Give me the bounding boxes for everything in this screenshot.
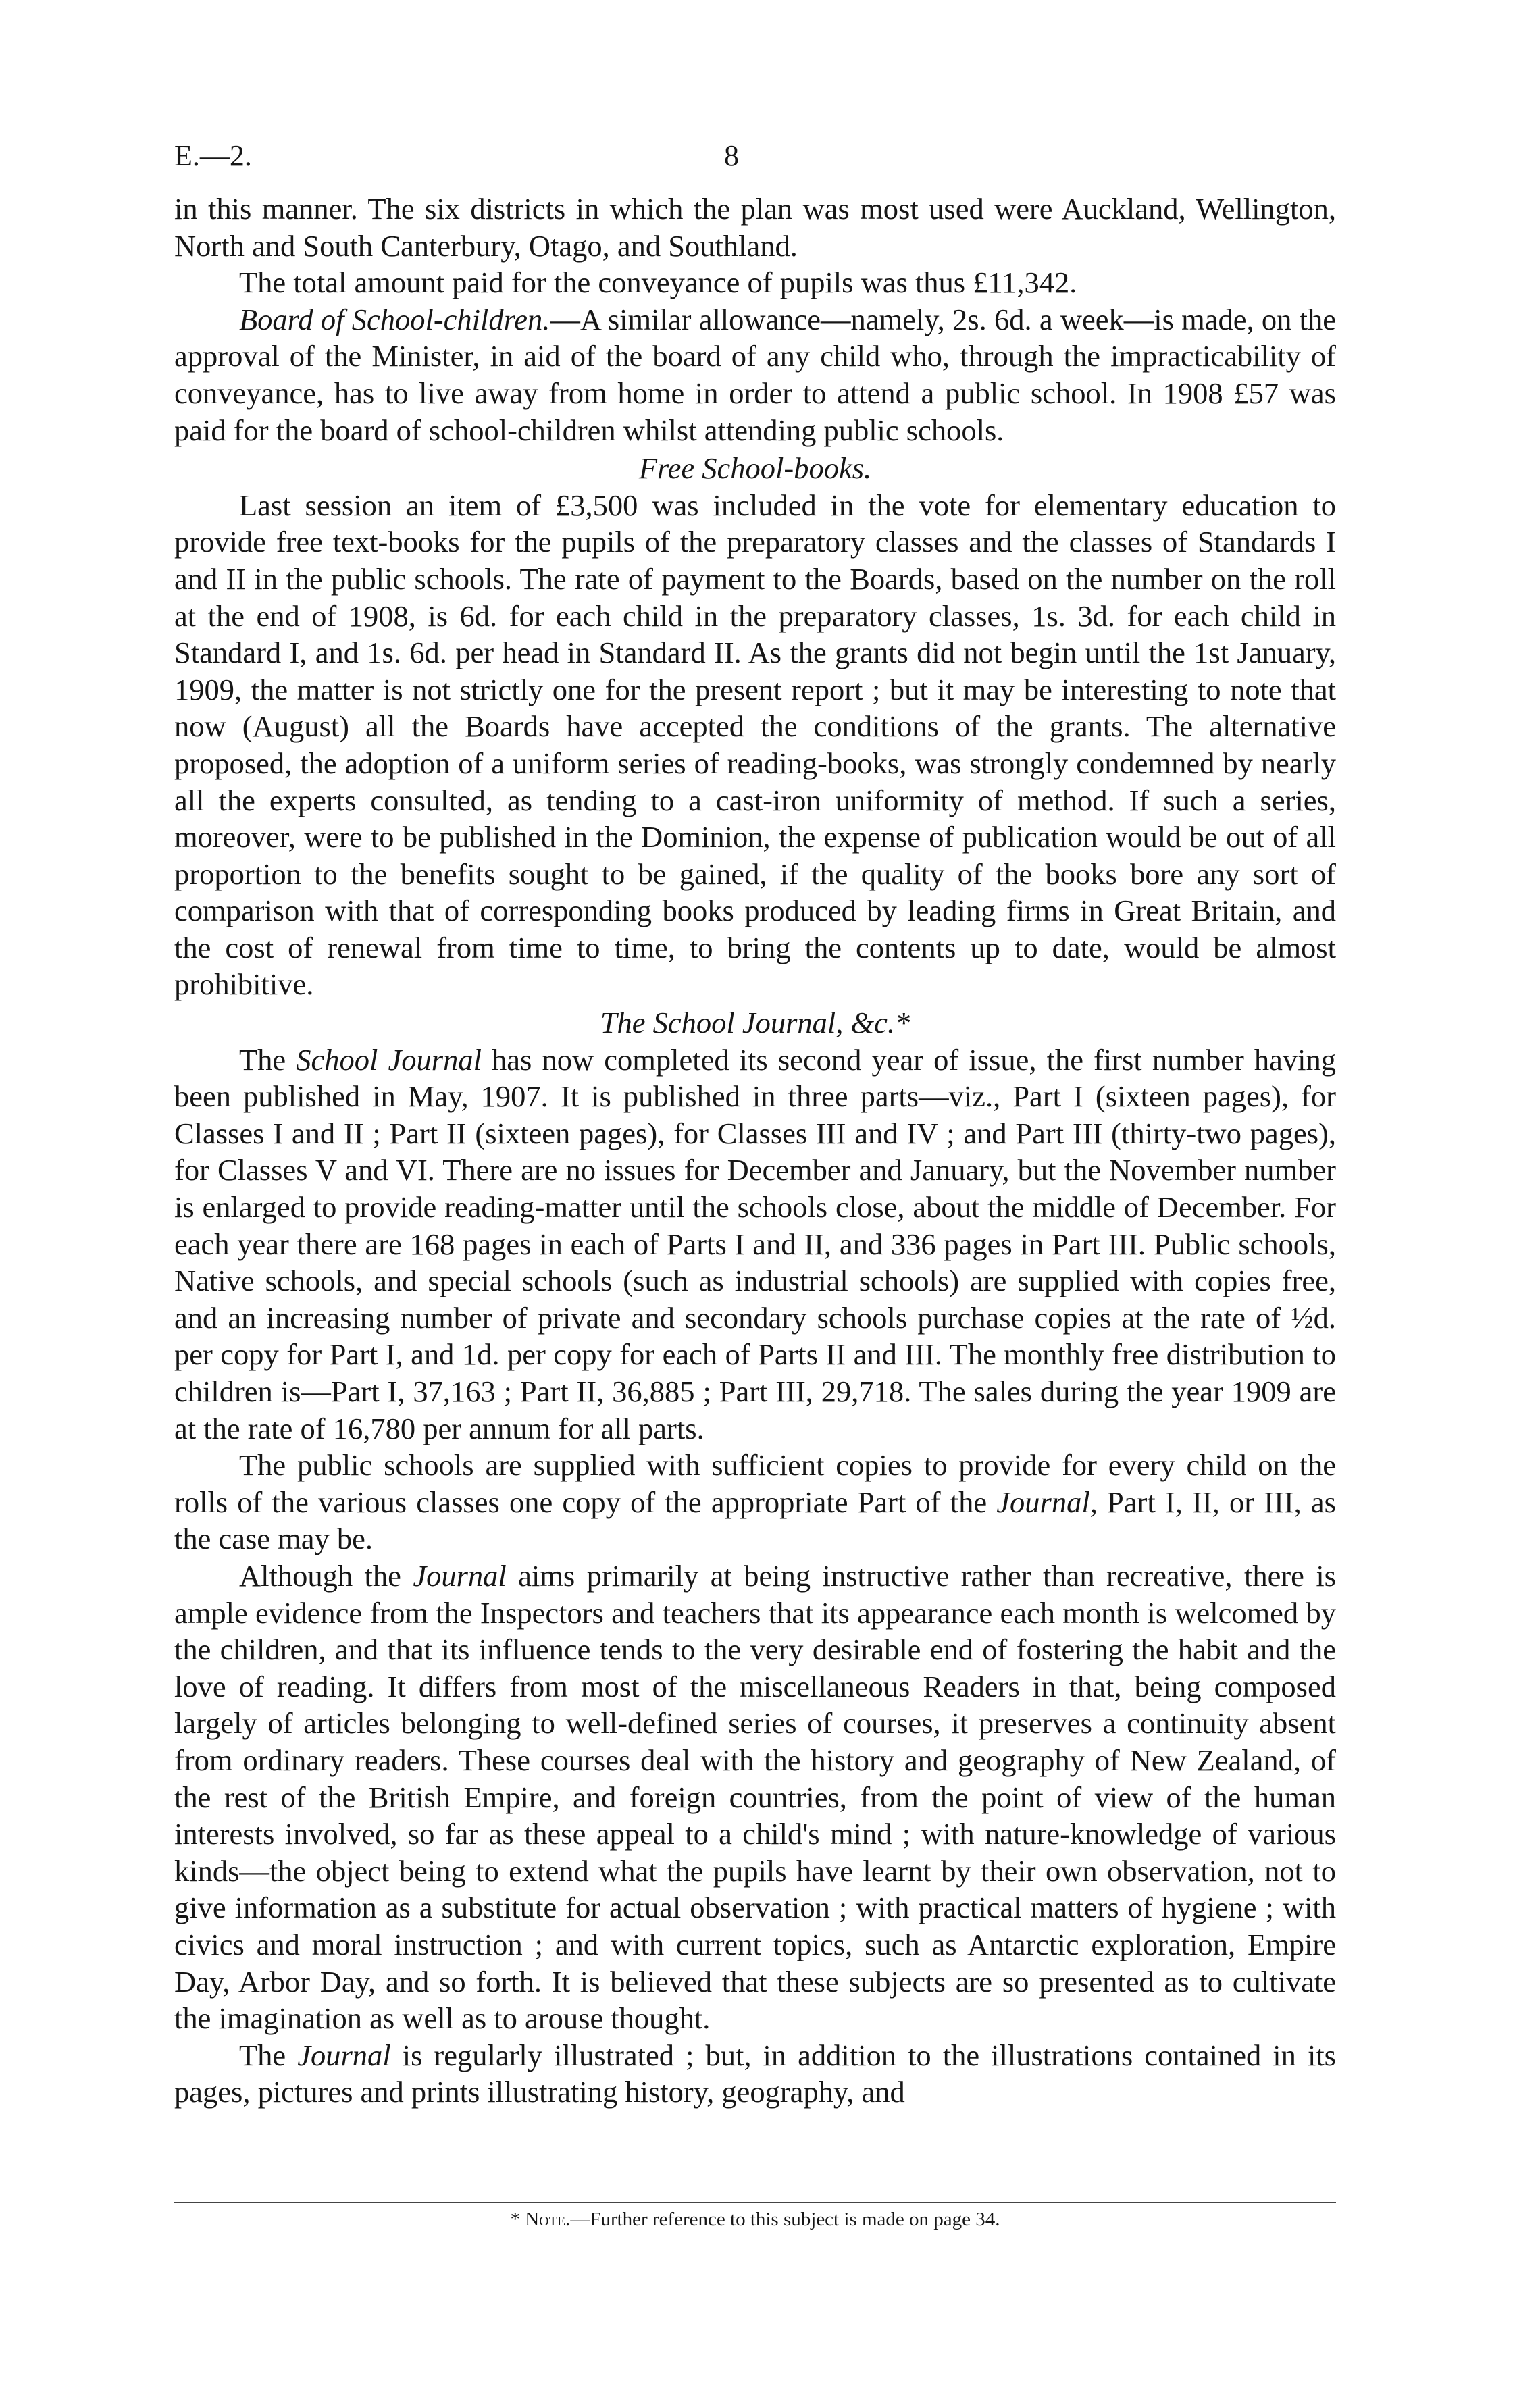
text-run: The xyxy=(239,2038,298,2072)
footnote-mark: * Note. xyxy=(510,2209,571,2230)
document-reference: E.—2. xyxy=(174,139,252,172)
paragraph-journal-illustrations xyxy=(174,2037,1336,2111)
paragraph-continuation: in this manner. The six districts in which the plan was most used were Auckland, Wellington, North and South Canterbury, Otago, and Southland. xyxy=(174,192,1336,263)
page-number: 8 xyxy=(724,139,739,172)
text-run: Although the xyxy=(239,1558,413,1593)
italic-title: Journal xyxy=(413,1558,507,1593)
footnote xyxy=(174,2202,1336,2231)
paragraph-lead-in: Board of School-children. xyxy=(239,302,550,336)
paragraph-board-of-school-children xyxy=(174,301,1336,448)
paragraph-text: —A similar allowance—namely, 2s. 6d. a week—is made, on the approval of the Minister, in aid of the board of any child who, through the impracticability of conveyance, has to live away from home in order to attend a public school. In 1908 £57 was paid for the board of school-children whilst attending public schools. xyxy=(174,302,1336,447)
text-run: The xyxy=(239,1042,297,1077)
footnote-text: —Further reference to this subject is made on page 34. xyxy=(570,2209,1000,2230)
text-run: aims primarily at being instructive rather than recreative, there is ample evidence from the Inspectors and teachers that its appearance each month is welcomed by the children, and that its influence tends to the very desirable end of fostering the habit and the love of reading. It differs from most of the miscellaneous Readers in that, being composed largely of articles belonging to well-defined series of courses, it preserves a continuity absent from ordinary readers. These courses deal with the history and geography of New Zealand, of the rest of the British Empire, and foreign countries, from the point of view of the human interests involved, so far as these appeal to a child's mind ; with nature-knowledge of various kinds—the object being to extend what the pupils have learnt by their own observation, not to give information as a substitute for actual observation ; with practical matters of hygiene ; with civics and moral instruction ; and with current topics, such as Antarctic exploration, Empire Day, Arbor Day, and so forth. It is believed that these subjects are so presented as to cultivate the imagination as well as to arouse thought. xyxy=(174,1558,1336,2036)
text-run: is regularly illustrated ; but, in addition to the illustrations contained in its pages, pictures and prints illustrating history, geography, and xyxy=(174,2038,1336,2109)
paragraph-journal-supply xyxy=(174,1447,1336,1558)
italic-title: Journal, xyxy=(996,1485,1098,1519)
paragraph-conveyance-total: The total amount paid for the conveyance of pupils was thus £11,342. xyxy=(239,265,1077,300)
text-run: Part I, II, or III, as the case may be. xyxy=(174,1485,1337,1556)
text-run: has now completed its second year of issue, the first number having been published in May, 1907. It is published in three parts—viz., Part I (sixteen pages), for Classes I and II ; Part II (sixteen pages), for Classes III and IV ; and Part III (thirty-two pages), for Classes V and VI. There are no issues for December and January, but the November number is enlarged to provide reading-matter until the schools close, about the middle of December. For each year there are 168 pages in each of Parts I and II, and 336 pages in Part III. Public schools, Native schools, and special schools (such as industrial schools) are supplied with copies free, and an increasing number of private and secondary schools purchase copies at the rate of ½d. per copy for Part I, and 1d. per copy for each of Parts II and III. The monthly free distribution to children is—Part I, 37,163 ; Part II, 36,885 ; Part III, 29,718. The sales during the year 1909 are at the rate of 16,780 per annum for all parts. xyxy=(174,1042,1336,1445)
paragraph-journal-purpose xyxy=(174,1558,1336,2037)
paragraph-journal-issue xyxy=(174,1041,1336,1447)
text-run: The public schools are supplied with sufficient copies to provide for every child on the rolls of the various classes one copy of the appropriate Part of the xyxy=(174,1448,1336,1519)
section-heading-school-journal: The School Journal, &c.* xyxy=(600,1006,910,1040)
page-header xyxy=(174,138,1336,179)
italic-title: School Journal xyxy=(296,1042,482,1077)
section-heading-free-school-books: Free School-books. xyxy=(638,451,872,486)
body-text xyxy=(174,190,1336,2111)
italic-title: Journal xyxy=(297,2038,391,2072)
paragraph-free-school-books: Last session an item of £3,500 was included in the vote for elementary education to provide free text-books for the pupils of the preparatory classes and the classes of Standards I and II in the public schools. The rate of payment to the Boards, based on the number on the roll at the end of 1908, is 6d. for each child in the preparatory classes, 1s. 3d. for each child in Standard I, and 1s. 6d. per head in Standard II. As the grants did not begin until the 1st January, 1909, the matter is not strictly one for the present report ; but it may be interesting to note that now (August) all the Boards have accepted the conditions of the grants. The alternative proposed, the adoption of a uniform series of reading-books, was strongly condemned by nearly all the experts consulted, as tending to a cast-iron uniformity of method. If such a series, moreover, were to be published in the Dominion, the expense of publication would be out of all proportion to the benefits sought to be gained, if the quality of the books bore any sort of comparison with that of corresponding books produced by leading firms in Great Britain, and the cost of renewal from time to time, to bring the contents up to date, would be almost prohibitive. xyxy=(174,488,1336,1002)
